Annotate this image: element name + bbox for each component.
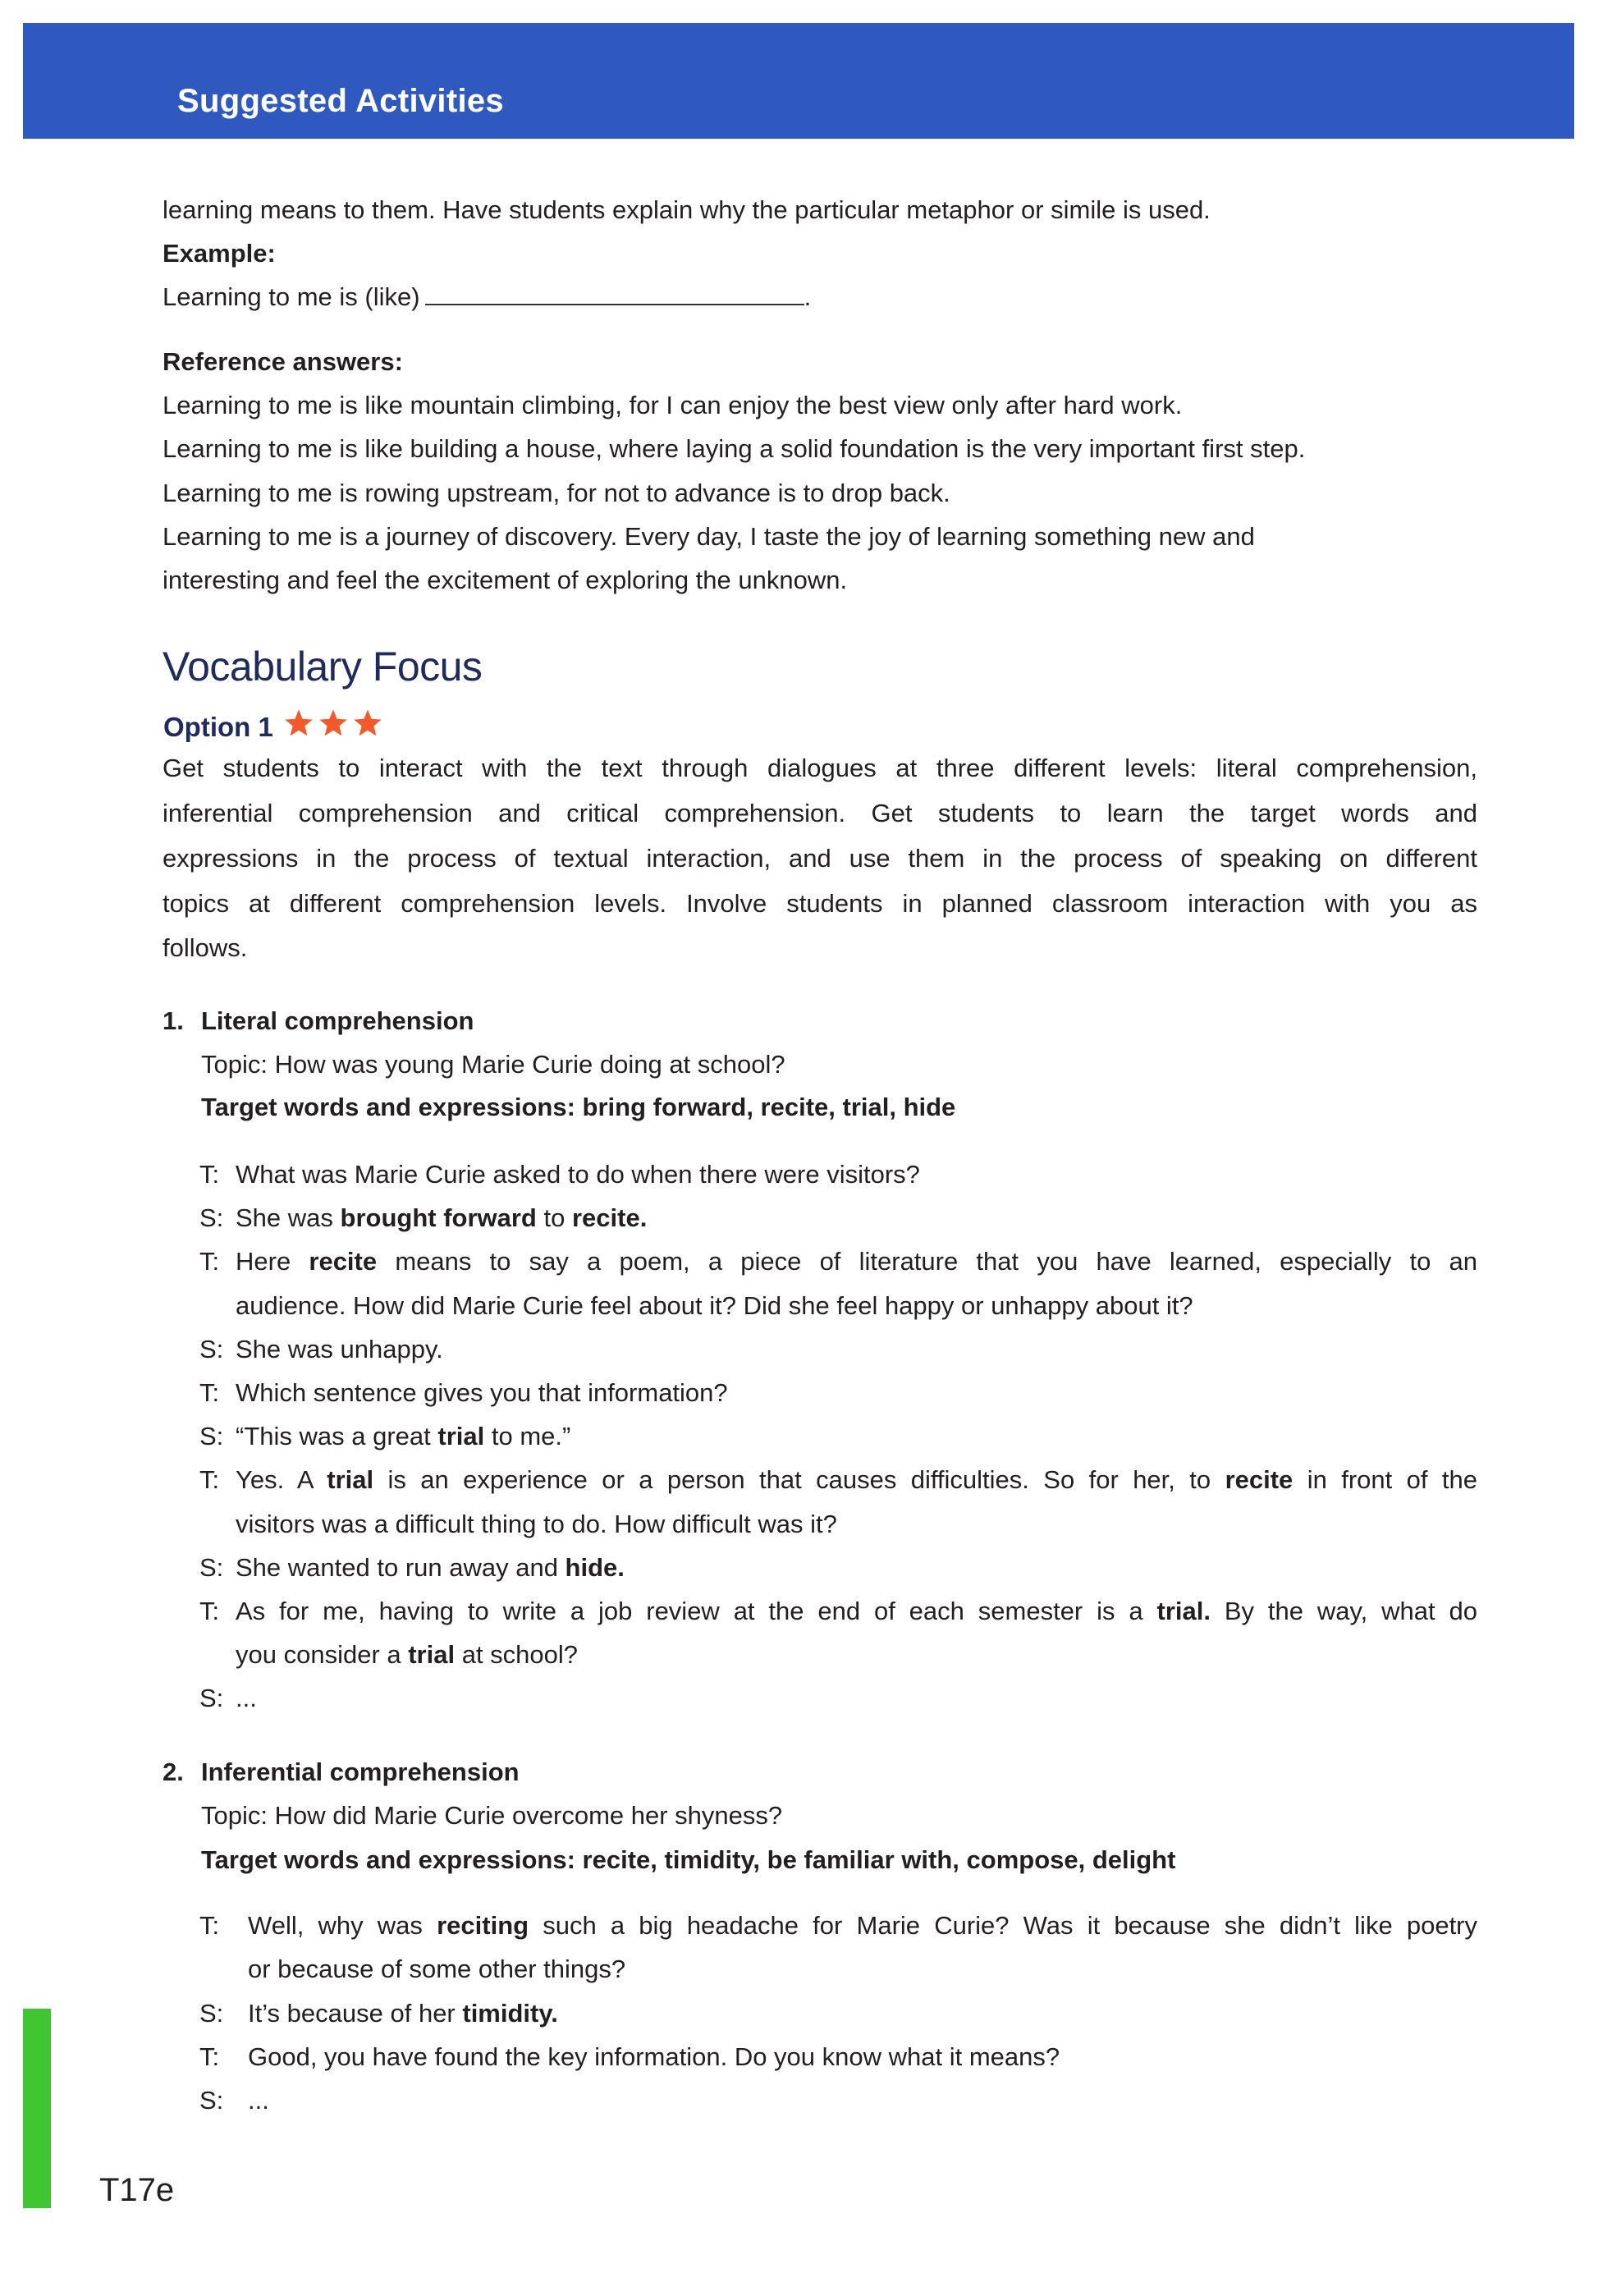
dialogue-line — [236, 1589, 1477, 1634]
dialogue-text: She was — [236, 1203, 341, 1233]
dialogue-text: you consider a — [236, 1640, 409, 1670]
dialogue-line — [236, 1240, 1477, 1284]
target-word: hide. — [565, 1552, 625, 1582]
dialogue-text: ... — [236, 1684, 257, 1713]
dialogue-text: It’s because of her — [248, 1998, 463, 2028]
list-heading-literal: Literal comprehension — [201, 1006, 474, 1035]
dialogue-text: such a big headache for Marie Curie? Was it because she didn’t like poetry — [529, 1911, 1477, 1940]
dialogue-text: at school? — [455, 1640, 579, 1670]
speaker-label: S: — [199, 1998, 224, 2028]
header-title: Suggested Activities — [177, 83, 504, 119]
fill-in-blank — [425, 279, 804, 305]
speaker-label: T: — [199, 1247, 220, 1276]
example-period: . — [804, 282, 812, 311]
speaker-label: T: — [199, 1597, 220, 1625]
dialogue-text: visitors was a difficult thing to do. How difficult was it? — [236, 1509, 837, 1538]
target-word: trial. — [1156, 1597, 1211, 1625]
topic-line: Topic: How was young Marie Curie doing at school? — [201, 1050, 785, 1079]
reference-line: interesting and feel the excitement of exploring the unknown. — [163, 566, 848, 594]
topic-line: Topic: How did Marie Curie overcome her shyness? — [201, 1801, 783, 1830]
dialogue-line — [248, 2078, 269, 2123]
reference-line: Learning to me is like building a house, where laying a solid foundation is the very important first step. — [163, 434, 1306, 463]
speaker-label: T: — [199, 2042, 220, 2071]
dialogue-line — [236, 1676, 257, 1721]
target-word: trial — [327, 1465, 374, 1495]
target-word: recite. — [571, 1203, 648, 1233]
page-edge-marker — [23, 2009, 51, 2208]
target-words-line: Target words and expressions: bring forward, recite, trial, hide — [201, 1093, 956, 1121]
reference-line: Learning to me is rowing upstream, for not to advance is to drop back. — [163, 479, 950, 507]
target-word: trial — [408, 1640, 456, 1670]
dialogue-line — [236, 1327, 443, 1372]
dialogue-line — [236, 1458, 1477, 1502]
reference-line: Learning to me is a journey of discovery. Every day, I taste the joy of learning something new and — [163, 522, 1255, 551]
dialogue-line — [236, 1371, 728, 1415]
speaker-label: T: — [199, 1378, 220, 1407]
dialogue-line — [236, 1153, 920, 1197]
dialogue-text: She wanted to run away and — [236, 1552, 565, 1582]
dialogue-line — [236, 1633, 578, 1677]
target-word: timidity. — [462, 1998, 558, 2028]
dialogue-line — [236, 1284, 1193, 1328]
example-sentence — [163, 275, 811, 319]
star-icon — [352, 708, 383, 739]
speaker-label: S: — [199, 1422, 224, 1451]
dialogue-text: Which sentence gives you that information? — [236, 1378, 728, 1407]
dialogue-text: By the way, what do — [1210, 1597, 1477, 1625]
list-number: 1. — [163, 1006, 184, 1035]
paragraph-line: topics at different comprehension levels. Involve students in planned classroom interaction with you as — [163, 889, 1477, 918]
dialogue-text: Good, you have found the key information. Do you know what it means? — [248, 2042, 1060, 2071]
dialogue-line — [248, 1947, 625, 1991]
dialogue-text: “This was a great — [236, 1422, 438, 1451]
speaker-label: S: — [199, 1203, 224, 1233]
dialogue-text: Well, why was — [248, 1911, 437, 1940]
dialogue-text: She was unhappy. — [236, 1334, 443, 1363]
dialogue-text: Here — [236, 1247, 309, 1276]
paragraph-line: inferential comprehension and critical comprehension. Get students to learn the target words and — [163, 799, 1477, 827]
target-word: brought forward — [340, 1203, 537, 1233]
dialogue-line — [236, 1414, 570, 1459]
speaker-label: T: — [199, 1911, 220, 1940]
dialogue-text: to — [536, 1203, 572, 1233]
speaker-label: T: — [199, 1160, 220, 1189]
list-number: 2. — [163, 1758, 184, 1786]
dialogue-text: to me.” — [484, 1422, 571, 1451]
example-text: Learning to me is (like) — [163, 282, 420, 311]
target-word: recite — [309, 1247, 378, 1276]
target-word: reciting — [437, 1911, 529, 1940]
dialogue-text: What was Marie Curie asked to do when there were visitors? — [236, 1160, 920, 1189]
dialogue-line — [236, 1546, 625, 1590]
dialogue-text: in front of the — [1293, 1465, 1477, 1495]
target-word: trial — [437, 1422, 485, 1451]
dialogue-text: Yes. A — [236, 1465, 327, 1495]
speaker-label: S: — [199, 1684, 224, 1713]
option-label: Option 1 — [163, 712, 273, 742]
speaker-label: S: — [199, 1334, 224, 1363]
dialogue-text: is an experience or a person that causes difficulties. So for her, to — [373, 1465, 1225, 1495]
paragraph-line: expressions in the process of textual interaction, and use them in the process of speaking on different — [163, 844, 1477, 873]
reference-line: Learning to me is like mountain climbing, for I can enjoy the best view only after hard work. — [163, 391, 1183, 419]
star-icon — [318, 708, 349, 739]
speaker-label: T: — [199, 1465, 220, 1495]
reference-label: Reference answers: — [163, 347, 403, 376]
paragraph-line: Get students to interact with the text through dialogues at three different levels: literal comprehension, — [163, 754, 1477, 782]
list-heading-inferential: Inferential comprehension — [201, 1758, 520, 1786]
dialogue-line — [248, 1991, 558, 2036]
example-label: Example: — [163, 239, 276, 268]
dialogue-text: ... — [248, 2086, 269, 2115]
star-icon — [283, 708, 314, 739]
speaker-label: S: — [199, 1552, 224, 1582]
intro-line: learning means to them. Have students explain why the particular metaphor or simile is used. — [163, 195, 1211, 224]
dialogue-line — [248, 1904, 1477, 1948]
dialogue-line — [236, 1502, 837, 1547]
target-words-line: Target words and expressions: recite, timidity, be familiar with, compose, delight — [201, 1845, 1176, 1874]
dialogue-line — [248, 2035, 1060, 2079]
dialogue-text: As for me, having to write a job review at the end of each semester is a — [236, 1597, 1157, 1625]
paragraph-line: follows. — [163, 933, 248, 962]
dialogue-line — [236, 1196, 647, 1240]
section-heading-vocabulary-focus: Vocabulary Focus — [163, 644, 483, 690]
difficulty-stars — [283, 704, 383, 744]
target-word: recite — [1225, 1465, 1294, 1495]
dialogue-text: means to say a poem, a piece of literature that you have learned, especially to an — [377, 1247, 1477, 1276]
dialogue-text: or because of some other things? — [248, 1955, 626, 1984]
speaker-label: S: — [199, 2086, 224, 2115]
dialogue-text: audience. How did Marie Curie feel about it? Did she feel happy or unhappy about it? — [236, 1290, 1193, 1320]
page-number: T17e — [99, 2172, 175, 2208]
